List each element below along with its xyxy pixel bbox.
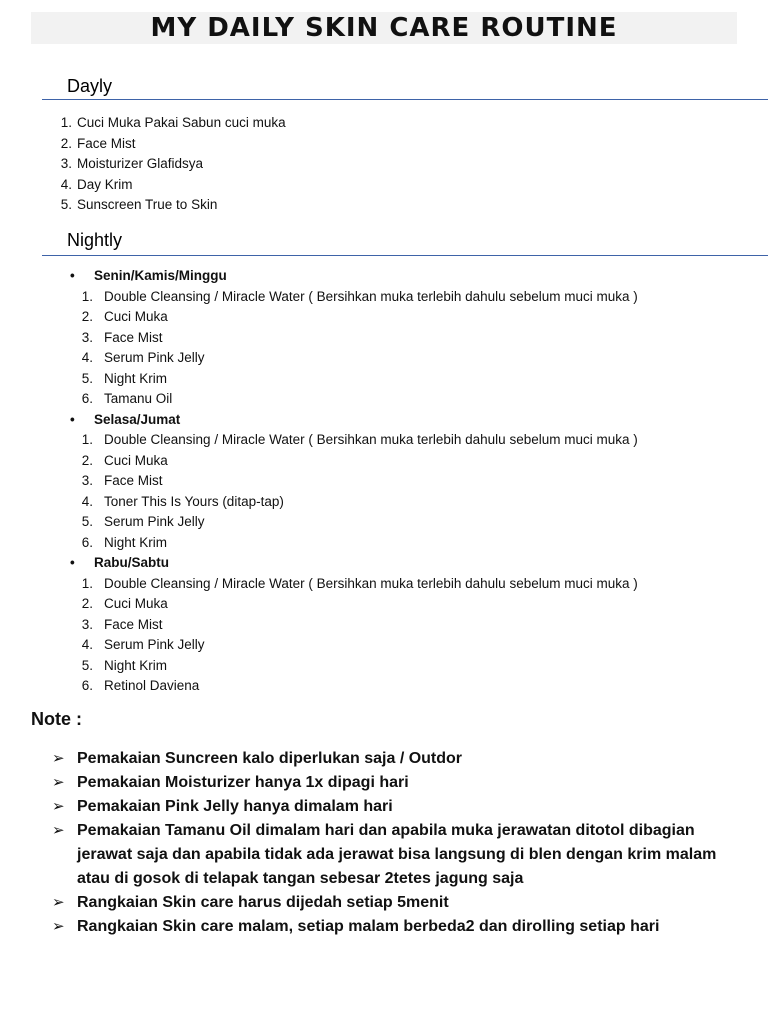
item-number: 4. bbox=[81, 493, 93, 509]
item-text: Tamanu Oil bbox=[104, 391, 173, 406]
item-number: 4. bbox=[81, 637, 93, 652]
nightly-section bbox=[70, 266, 760, 697]
nightly-step-item bbox=[73, 594, 763, 615]
item-text: Toner This Is Yours (ditap-tap) bbox=[104, 493, 284, 509]
item-number: 6. bbox=[81, 391, 93, 406]
item-number: 1. bbox=[60, 115, 72, 130]
note-text: Pemakaian Suncreen kalo diperlukan saja / Outdor bbox=[77, 750, 463, 767]
arrow-bullet-icon: ➢ bbox=[52, 822, 65, 839]
bullet-icon: • bbox=[70, 555, 75, 570]
item-number: 6. bbox=[81, 678, 93, 693]
item-text: Serum Pink Jelly bbox=[104, 637, 205, 652]
nightly-heading: Nightly bbox=[67, 230, 123, 250]
item-text: Cuci Muka bbox=[104, 309, 168, 324]
item-text: Moisturizer Glafidsya bbox=[77, 156, 204, 171]
item-number: 1. bbox=[81, 432, 93, 447]
nightly-step-item bbox=[73, 471, 763, 492]
item-number: 6. bbox=[81, 534, 93, 550]
item-text: Night Krim bbox=[104, 534, 168, 550]
item-text: Double Cleansing / Miracle Water ( Bersihkan muka terlebih dahulu sebelum muci muka ) bbox=[104, 432, 638, 447]
item-text: Face Mist bbox=[104, 616, 163, 632]
bullet-icon: • bbox=[70, 411, 75, 427]
note-text: Rangkaian Skin care harus dijedah setiap 5menit bbox=[77, 894, 449, 911]
note-label: Note : bbox=[31, 709, 82, 729]
item-number: 2. bbox=[81, 596, 93, 611]
item-number: 4. bbox=[81, 350, 93, 365]
arrow-bullet-icon: ➢ bbox=[52, 798, 65, 815]
item-number: 1. bbox=[81, 288, 93, 304]
item-text: Cuci Muka Pakai Sabun cuci muka bbox=[77, 115, 286, 130]
item-number: 2. bbox=[81, 309, 93, 324]
nightly-step-item bbox=[73, 287, 763, 308]
nightly-step-item bbox=[73, 656, 763, 677]
item-text: Day Krim bbox=[77, 176, 133, 192]
item-text: Serum Pink Jelly bbox=[104, 514, 205, 529]
day-group-text: Rabu/Sabtu bbox=[94, 555, 170, 570]
nightly-step-item bbox=[73, 328, 763, 349]
item-number: 5. bbox=[81, 370, 93, 386]
note-item bbox=[52, 891, 732, 915]
nightly-step-item bbox=[73, 348, 763, 369]
arrow-bullet-icon: ➢ bbox=[52, 774, 65, 791]
item-text: Night Krim bbox=[104, 370, 168, 386]
note-text: Rangkaian Skin care malam, setiap malam berbeda2 dan dirolling setiap hari bbox=[77, 918, 660, 935]
note-item bbox=[52, 819, 732, 891]
day-group-text: Senin/Kamis/Minggu bbox=[94, 268, 227, 283]
day-group-label bbox=[70, 410, 760, 431]
item-text: Serum Pink Jelly bbox=[104, 350, 205, 365]
item-number: 5. bbox=[81, 657, 93, 673]
item-text: Face Mist bbox=[77, 135, 136, 151]
bullet-icon: • bbox=[70, 268, 75, 283]
note-item bbox=[52, 771, 732, 795]
daily-divider bbox=[42, 99, 768, 100]
item-text: Face Mist bbox=[104, 473, 163, 488]
nightly-step-item bbox=[73, 635, 763, 656]
item-number: 2. bbox=[60, 135, 72, 151]
item-text: Cuci Muka bbox=[104, 452, 168, 468]
nightly-step-item bbox=[73, 615, 763, 636]
nightly-divider bbox=[42, 255, 768, 256]
item-number: 3. bbox=[81, 473, 93, 488]
nightly-step-item bbox=[73, 492, 763, 513]
note-item bbox=[52, 795, 732, 819]
nightly-step-item bbox=[73, 451, 763, 472]
nightly-step-item bbox=[73, 512, 763, 533]
day-group-steps bbox=[73, 287, 763, 410]
day-group-text: Selasa/Jumat bbox=[94, 411, 181, 427]
nightly-step-item bbox=[73, 676, 763, 697]
item-text: Face Mist bbox=[104, 329, 163, 345]
page-title: MY DAILY SKIN CARE ROUTINE bbox=[150, 13, 618, 43]
nightly-step-item bbox=[73, 574, 763, 595]
item-text: Sunscreen True to Skin bbox=[77, 197, 218, 212]
note-list bbox=[52, 747, 732, 939]
item-text: Retinol Daviena bbox=[104, 678, 200, 693]
item-number: 5. bbox=[60, 197, 72, 212]
item-number: 3. bbox=[60, 156, 72, 171]
nightly-step-item bbox=[73, 430, 763, 451]
daily-heading: Dayly bbox=[67, 76, 113, 96]
item-text: Double Cleansing / Miracle Water ( Bersihkan muka terlebih dahulu sebelum muci muka ) bbox=[104, 288, 638, 304]
day-group-label bbox=[70, 266, 760, 287]
note-item bbox=[52, 747, 732, 771]
arrow-bullet-icon: ➢ bbox=[52, 894, 65, 911]
nightly-step-item bbox=[73, 533, 763, 554]
item-number: 3. bbox=[81, 329, 93, 345]
arrow-bullet-icon: ➢ bbox=[52, 750, 65, 767]
item-text: Double Cleansing / Miracle Water ( Bersihkan muka terlebih dahulu sebelum muci muka ) bbox=[104, 575, 638, 591]
item-number: 5. bbox=[81, 514, 93, 529]
note-text: Pemakaian Moisturizer hanya 1x dipagi hari bbox=[77, 774, 409, 791]
day-group-steps bbox=[73, 574, 763, 697]
item-number: 4. bbox=[60, 176, 72, 192]
item-number: 1. bbox=[81, 575, 93, 591]
item-number: 2. bbox=[81, 452, 93, 468]
day-group-steps bbox=[73, 430, 763, 553]
note-text: Pemakaian Tamanu Oil dimalam hari dan apabila muka jerawatan ditotol dibagian jerawat saja dan apabila tidak ada jerawat bisa langsung di blen dengan krim malam atau di gosok di telapak tangan sebesar 2tetes jagung saja bbox=[77, 822, 717, 887]
nightly-step-item bbox=[73, 369, 763, 390]
item-text: Cuci Muka bbox=[104, 596, 168, 611]
item-number: 3. bbox=[81, 616, 93, 632]
nightly-step-item bbox=[73, 307, 763, 328]
day-group-label bbox=[70, 553, 760, 574]
note-item bbox=[52, 915, 732, 939]
item-text: Night Krim bbox=[104, 657, 168, 673]
nightly-step-item bbox=[73, 389, 763, 410]
arrow-bullet-icon: ➢ bbox=[52, 918, 65, 935]
note-text: Pemakaian Pink Jelly hanya dimalam hari bbox=[77, 798, 393, 815]
